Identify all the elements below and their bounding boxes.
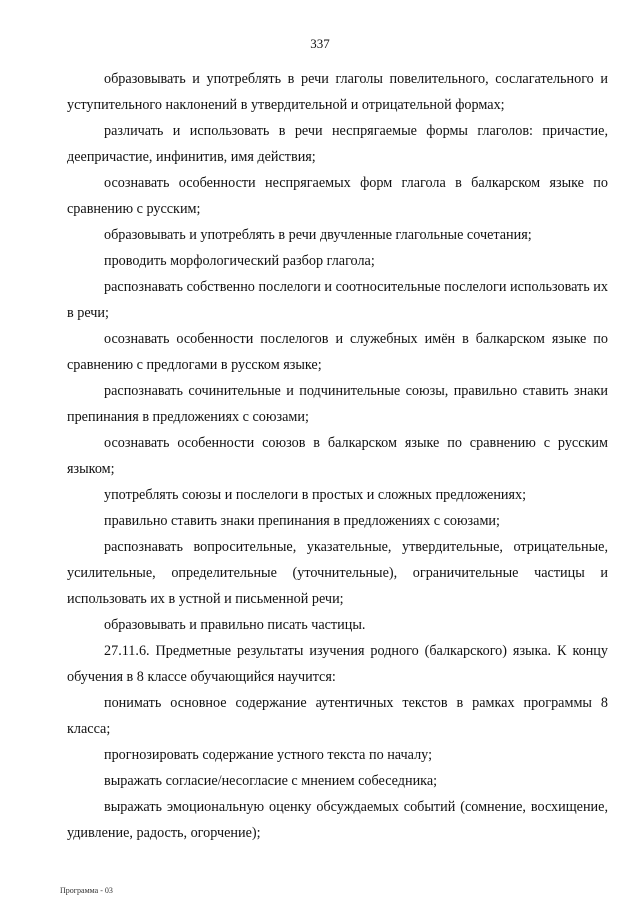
document-body — [67, 66, 608, 846]
paragraph: осознавать особенности неспрягаемых форм глагола в балкарском языке по сравнению с русским; — [67, 175, 608, 217]
paragraph: прогнозировать содержание устного текста по началу; — [104, 747, 433, 763]
paragraph: употреблять союзы и послелоги в простых и сложных предложениях; — [104, 487, 527, 503]
paragraph: выражать согласие/несогласие с мнением собеседника; — [104, 773, 438, 789]
paragraph: образовывать и употреблять в речи двучленные глагольные сочетания; — [104, 227, 532, 243]
paragraph: осознавать особенности союзов в балкарском языке по сравнению с русским языком; — [67, 435, 608, 477]
paragraph: правильно ставить знаки препинания в предложениях с союзами; — [104, 513, 500, 529]
page-number: 337 — [310, 36, 330, 51]
paragraph: понимать основное содержание аутентичных текстов в рамках программы 8 класса; — [67, 695, 608, 737]
paragraph: образовывать и правильно писать частицы. — [104, 617, 366, 633]
paragraph: осознавать особенности послелогов и служебных имён в балкарском языке по сравнению с предлогами в русском языке; — [67, 331, 608, 373]
paragraph: образовывать и употреблять в речи глаголы повелительного, сослагательного и уступительного наклонений в утвердительной и отрицательной формах; — [67, 71, 608, 113]
paragraph: распознавать вопросительные, указательные, утвердительные, отрицательные, усилительные, определительные (уточнительные), ограничительные частицы и использовать их в устной и письменной речи; — [67, 539, 608, 607]
paragraph: проводить морфологический разбор глагола; — [104, 253, 375, 269]
paragraph: различать и использовать в речи неспрягаемые формы глаголов: причастие, деепричастие, инфинитив, имя действия; — [67, 123, 608, 165]
section-paragraph: 27.11.6. Предметные результаты изучения родного (балкарского) языка. К концу обучения в 8 классе обучающийся научится: — [67, 643, 608, 685]
paragraph: распознавать сочинительные и подчинительные союзы, правильно ставить знаки препинания в предложениях с союзами; — [67, 383, 608, 425]
footer-label: Программа - 03 — [60, 886, 113, 895]
paragraph: распознавать собственно послелоги и соотносительные послелоги использовать их в речи; — [67, 279, 608, 321]
paragraph: выражать эмоциональную оценку обсуждаемых событий (сомнение, восхищение, удивление, радость, огорчение); — [67, 799, 608, 841]
